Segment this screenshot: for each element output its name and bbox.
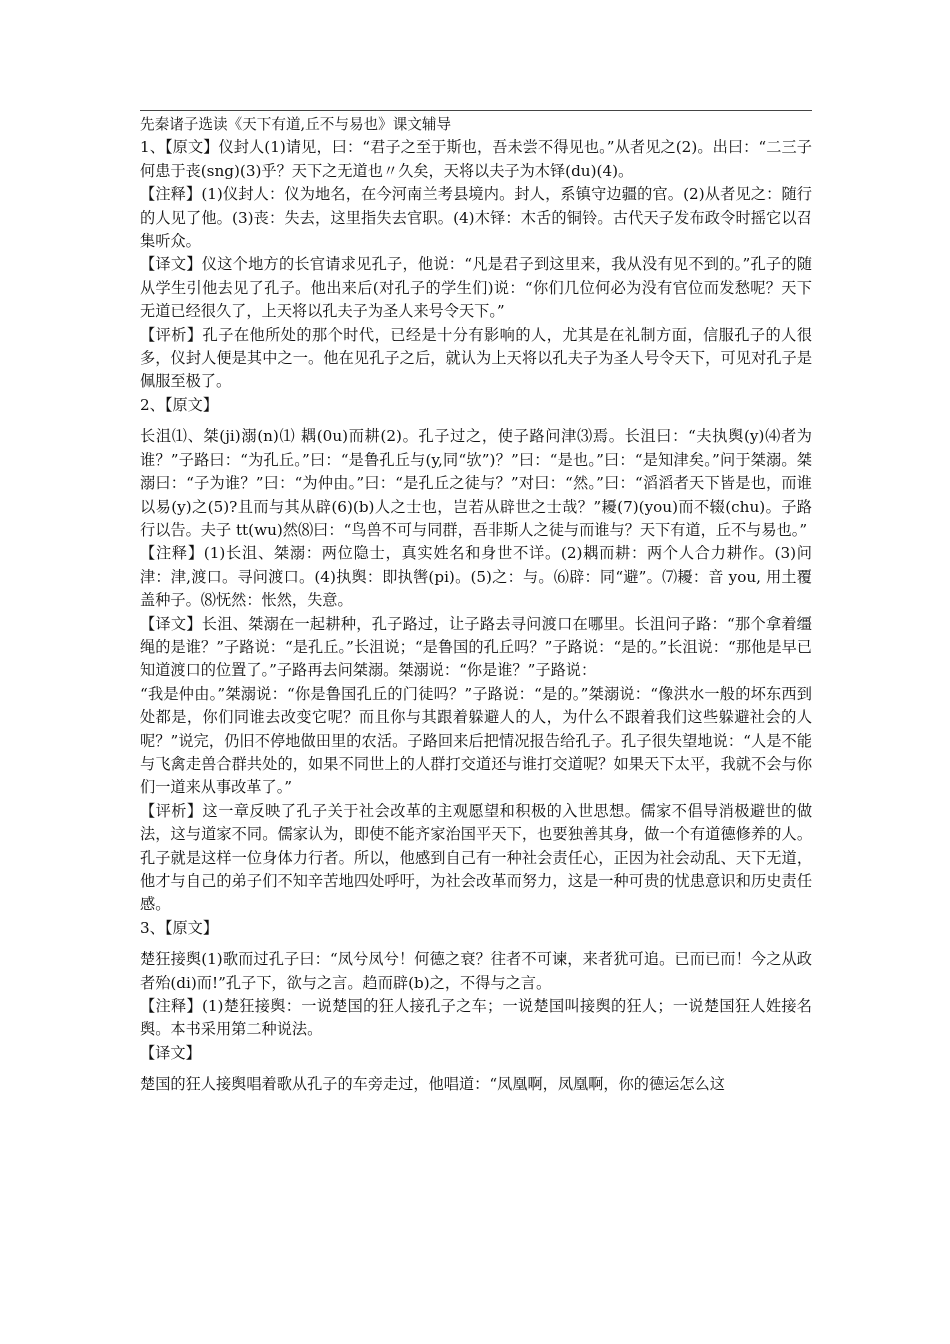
paragraph-1-original: 1、【原文】仪封人(1)请见，曰：“君子之至于斯也，吾未尝不得见也。”从者见之(2)。出曰：“二三子何患于丧(sng)(3)乎？天下之无道也〃久矣，天将以夫子为木铎(du)(4)。 (140, 138, 812, 180)
paragraph-1-analysis: 【评析】孔子在他所处的那个时代，已经是十分有影响的人，尤其是在礼制方面，信服孔子的人很多，仪封人便是其中之一。他在见孔子之后，就认为上天将以孔夫子为圣人号令天下，可见对孔子是佩服至极了。 (140, 325, 812, 391)
paragraph-2-original: 长沮⑴、桀(ji)溺(n)⑴ 耦(0u)而耕(2)。孔子过之，使子路问津⑶焉。长沮曰：“夫执舆(y)⑷者为谁？”子路曰：“为孔丘。”曰：“是鲁孔丘与(y,同“欤”)？”曰：“是也。”曰：“是知津矣。”问于桀溺。桀溺曰：“子为谁？”曰：“为仲由。”曰：“是孔丘之徒与？”对曰：“然。”曰：“滔滔者天下皆是也，而谁以易(y)之(5)?且而与其从辟(6)(b)人之士也，岂若从辟世之士哉？”耰(7)(you)而不辍(chu)。子路行以告。夫子 tt(wu)然⑻曰：“鸟兽不可与同群，吾非斯人之徒与而谁与？天下有道，丘不与易也。” (140, 427, 812, 539)
paragraph-1-translation: 【译文】仪这个地方的长官请求见孔子，他说：“凡是君子到这里来，我从没有见不到的。”孔子的随从学生引他去见了孔子。他出来后(对孔子的学生们)说：“你们几位何必为没有官位而发愁呢？天下无道已经很久了，上天将以孔夫子为圣人来号令天下。” (140, 255, 812, 321)
paragraph-3-translation: 楚国的狂人接舆唱着歌从孔子的车旁走过，他唱道：“凤凰啊，凤凰啊，你的德运怎么这 (140, 1075, 725, 1094)
document-title: 先秦诸子选读《天下有道,丘不与易也》课文辅导 (140, 116, 452, 133)
section-3-heading: 3、【原文】 (140, 918, 219, 937)
paragraph-2-translation-cont: “我是仲由。”桀溺说：“你是鲁国孔丘的门徒吗？”子路说：“是的。”桀溺说：“像洪水一般的坏东西到处都是，你们同谁去改变它呢？而且你与其跟着躲避人的人，为什么不跟着我们这些躲避社会的人呢？”说完，仍旧不停地做田里的农活。子路回来后把情况报告给孔子。孔子很失望地说：“人是不能与飞禽走兽合群共处的，如果不同世上的人群打交道还与谁打交道呢？如果天下太平，我就不会与你们一道来从事改革了。” (140, 684, 812, 797)
paragraph-1-notes: 【注释】(1)仪封人：仪为地名，在今河南兰考县境内。封人，系镇守边疆的官。(2)从者见之：随行的人见了他。(3)丧：失去，这里指失去官职。(4)木铎：木舌的铜铃。古代天子发布政令时摇它以召集听众。 (140, 185, 812, 251)
paragraph-3-original: 楚狂接舆(1)歌而过孔子曰：“凤兮凤兮！何德之衰？往者不可谏，来者犹可追。已而已而！今之从政者殆(di)而!”孔子下，欲与之言。趋而辟(b)之，不得与之言。 (140, 950, 812, 992)
paragraph-2-notes: 【注释】(1)长沮、桀溺：两位隐士，真实姓名和身世不详。(2)耦而耕：两个人合力耕作。(3)问津：津,渡口。寻问渡口。(4)执舆：即执辔(pi)。(5)之：与。⑹辟：同“避”。⑺耰：音 you, 用土覆盖种子。⑻怃然：怅然，失意。 (140, 544, 812, 610)
section-2-heading: 2、【原文】 (140, 395, 219, 414)
paragraph-3-translation-heading: 【译文】 (140, 1043, 201, 1062)
paragraph-2-analysis: 【评析】这一章反映了孔子关于社会改革的主观愿望和积极的入世思想。儒家不倡导消极避世的做法，这与道家不同。儒家认为，即使不能齐家治国平天下，也要独善其身，做一个有道德修养的人。孔子就是这样一位身体力行者。所以，他感到自己有一种社会责任心，正因为社会动乱、天下无道，他才与自己的弟子们不知辛苦地四处呼吁，为社会改革而努力，这是一种可贵的忧患意识和历史责任感。 (140, 801, 812, 914)
document-body (140, 113, 812, 1097)
header-rule (140, 110, 812, 111)
paragraph-2-translation: 【译文】长沮、桀溺在一起耕种，孔子路过，让子路去寻问渡口在哪里。长沮问子路：“那个拿着缰绳的是谁？”子路说：“是孔丘。”长沮说；“是鲁国的孔丘吗？”子路说：“是的。”长沮说：“那他是早已知道渡口的位置了。”子路再去问桀溺。桀溺说：“你是谁？”子路说： (140, 614, 812, 680)
paragraph-3-notes: 【注释】(1)楚狂接舆：一说楚国的狂人接孔子之车；一说楚国叫接舆的狂人；一说楚国狂人姓接名舆。本书采用第二种说法。 (140, 997, 812, 1039)
